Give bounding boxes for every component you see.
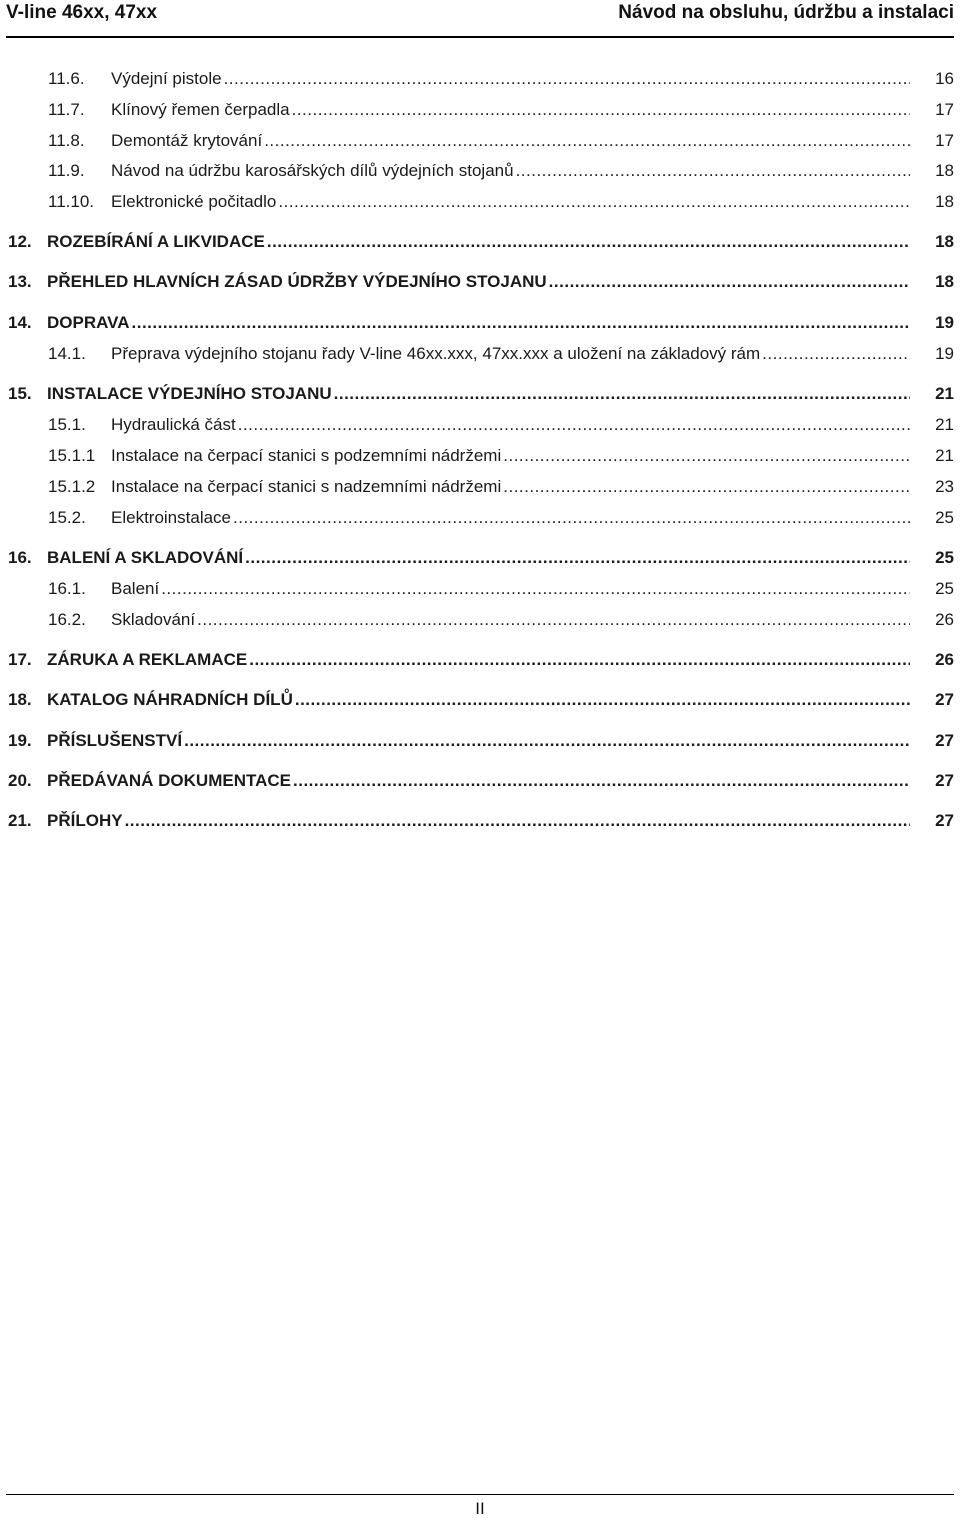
toc-entry[interactable]	[0, 97, 960, 123]
toc-entry-page: 25	[935, 548, 954, 567]
toc-entry-leader	[111, 505, 910, 531]
toc-entry-page: 18	[935, 232, 954, 251]
toc-entry-title: PŘEHLED HLAVNÍCH ZÁSAD ÚDRŽBY VÝDEJNÍHO STOJANU	[47, 269, 549, 295]
toc-entry-leader	[111, 189, 910, 215]
toc-entry-page: 18	[935, 272, 954, 291]
toc-entry-leader	[111, 412, 910, 438]
toc-entry-number: 16.1.	[48, 579, 86, 598]
toc-entry-page: 27	[935, 690, 954, 709]
toc-entry-number: 14.	[8, 313, 32, 332]
dot-leader	[132, 310, 911, 336]
toc-entry-leader	[47, 381, 910, 407]
toc-entry-title: Instalace na čerpací stanici s nadzemními nádržemi	[111, 474, 503, 500]
dot-leader	[197, 607, 910, 633]
toc-entry[interactable]	[0, 607, 960, 633]
dot-leader	[267, 229, 910, 255]
toc-entry-title: Demontáž krytování	[111, 128, 264, 154]
dot-leader	[762, 341, 910, 367]
dot-leader	[184, 728, 910, 754]
toc-entry-page: 25	[935, 579, 954, 598]
dot-leader	[264, 128, 910, 154]
dot-leader	[295, 687, 910, 713]
toc-entry-page: 17	[935, 100, 954, 119]
toc-entry-leader	[111, 576, 910, 602]
dot-leader	[293, 768, 910, 794]
toc-entry-leader	[47, 545, 910, 571]
toc-entry-number: 11.6.	[48, 69, 85, 88]
toc-entry[interactable]	[0, 229, 960, 255]
toc-entry-leader	[47, 808, 910, 834]
toc-entry-leader	[111, 341, 910, 367]
toc-entry-title: PŘÍSLUŠENSTVÍ	[47, 728, 184, 754]
toc-entry-page: 27	[935, 731, 954, 750]
toc-entry-page: 27	[935, 811, 954, 830]
toc-entry-page: 21	[935, 415, 954, 434]
toc-entry-page: 26	[935, 610, 954, 629]
toc-entry[interactable]	[0, 687, 960, 713]
toc-entry-number: 18.	[8, 690, 32, 709]
toc-entry-number: 12.	[8, 232, 32, 251]
toc-entry-title: PŘEDÁVANÁ DOKUMENTACE	[47, 768, 293, 794]
toc-entry-leader	[47, 310, 910, 336]
toc-entry[interactable]	[0, 728, 960, 754]
page-header	[6, 0, 954, 38]
toc-entry-number: 16.2.	[48, 610, 86, 629]
page-number: II	[475, 1499, 485, 1518]
toc-entry[interactable]	[0, 66, 960, 92]
toc-entry-page: 16	[935, 69, 954, 88]
toc-entry-number: 14.1.	[48, 344, 86, 363]
dot-leader	[549, 269, 910, 295]
toc-entry-title: Elektroinstalace	[111, 505, 233, 531]
toc-entry[interactable]	[0, 647, 960, 673]
toc-entry-number: 15.1.2	[48, 477, 96, 496]
toc-entry[interactable]	[0, 505, 960, 531]
toc-entry-leader	[111, 97, 910, 123]
toc-entry-title: Návod na údržbu karosářských dílů výdejních stojanů	[111, 158, 516, 184]
toc-entry[interactable]	[0, 808, 960, 834]
toc-entry-number: 15.	[8, 384, 32, 403]
toc-entry-number: 11.10.	[48, 192, 95, 211]
toc-entry-page: 21	[935, 446, 954, 465]
toc-entry-number: 19.	[8, 731, 32, 750]
dot-leader	[334, 381, 910, 407]
toc-entry-leader	[111, 158, 910, 184]
toc-entry[interactable]	[0, 412, 960, 438]
toc-entry[interactable]	[0, 474, 960, 500]
toc-entry-page: 21	[935, 384, 954, 403]
toc-entry-page: 18	[935, 161, 954, 180]
toc-entry-title: ZÁRUKA A REKLAMACE	[47, 647, 249, 673]
dot-leader	[238, 412, 910, 438]
toc-entry-leader	[111, 474, 910, 500]
toc-entry-page: 19	[935, 344, 954, 363]
toc-entry-page: 27	[935, 771, 954, 790]
toc-entry-leader	[47, 647, 910, 673]
toc-entry[interactable]	[0, 768, 960, 794]
toc-entry[interactable]	[0, 381, 960, 407]
dot-leader	[224, 66, 910, 92]
toc-entry-title: Balení	[111, 576, 161, 602]
toc-entry-leader	[47, 768, 910, 794]
dot-leader	[503, 474, 910, 500]
toc-entry-number: 17.	[8, 650, 32, 669]
toc-entry[interactable]	[0, 269, 960, 295]
toc-entry-page: 18	[935, 192, 954, 211]
dot-leader	[503, 443, 910, 469]
toc-entry-page: 25	[935, 508, 954, 527]
dot-leader	[125, 808, 910, 834]
toc-entry-leader	[111, 607, 910, 633]
toc-entry-number: 13.	[8, 272, 32, 291]
toc-entry[interactable]	[0, 128, 960, 154]
toc-entry[interactable]	[0, 576, 960, 602]
toc-entry-title: DOPRAVA	[47, 310, 132, 336]
toc-entry-leader	[47, 269, 910, 295]
toc-entry-title: INSTALACE VÝDEJNÍHO STOJANU	[47, 381, 334, 407]
dot-leader	[278, 189, 910, 215]
toc-entry[interactable]	[0, 443, 960, 469]
document-subtitle: Návod na obsluhu, údržbu a instalaci	[618, 2, 954, 23]
toc-entry-title: ROZEBÍRÁNÍ A LIKVIDACE	[47, 229, 267, 255]
toc-entry-leader	[111, 443, 910, 469]
dot-leader	[249, 647, 910, 673]
toc-entry-number: 20.	[8, 771, 32, 790]
toc-entry[interactable]	[0, 189, 960, 215]
toc-entry[interactable]	[0, 310, 960, 336]
toc-entry[interactable]	[0, 545, 960, 571]
toc-entry-leader	[111, 66, 910, 92]
toc-entry[interactable]	[0, 158, 960, 184]
toc-entry-number: 15.1.	[48, 415, 86, 434]
toc-entry-number: 15.2.	[48, 508, 86, 527]
dot-leader	[516, 158, 910, 184]
toc-entry-title: Elektronické počitadlo	[111, 189, 278, 215]
toc-entry-title: Skladování	[111, 607, 197, 633]
toc-entry-number: 16.	[8, 548, 32, 567]
dot-leader	[245, 545, 910, 571]
toc-entry-page: 23	[935, 477, 954, 496]
toc-entry-number: 11.9.	[48, 161, 85, 180]
toc-entry-title: PŘÍLOHY	[47, 808, 125, 834]
toc-entry-page: 19	[935, 313, 954, 332]
document-title: V-line 46xx, 47xx	[6, 2, 158, 23]
toc-entry-leader	[47, 728, 910, 754]
toc-entry-number: 11.7.	[48, 100, 85, 119]
dot-leader	[161, 576, 910, 602]
toc-entry-title: Klínový řemen čerpadla	[111, 97, 292, 123]
dot-leader	[233, 505, 910, 531]
toc-entry-title: Instalace na čerpací stanici s podzemními nádržemi	[111, 443, 503, 469]
toc-entry-title: KATALOG NÁHRADNÍCH DÍLŮ	[47, 687, 295, 713]
toc-entry-title: Hydraulická část	[111, 412, 238, 438]
toc-entry[interactable]	[0, 341, 960, 367]
toc-entry-title: Přeprava výdejního stojanu řady V-line 46xx.xxx, 47xx.xxx a uložení na základový rám	[111, 341, 762, 367]
toc-entry-number: 21.	[8, 811, 32, 830]
toc-entry-leader	[47, 687, 910, 713]
toc-entry-number: 15.1.1	[48, 446, 96, 465]
toc-entry-page: 17	[935, 131, 954, 150]
toc-entry-title: BALENÍ A SKLADOVÁNÍ	[47, 545, 245, 571]
toc-entry-page: 26	[935, 650, 954, 669]
toc-entry-title: Výdejní pistole	[111, 66, 224, 92]
page-footer	[6, 1494, 954, 1519]
toc-entry-leader	[111, 128, 910, 154]
toc-entry-leader	[47, 229, 910, 255]
dot-leader	[292, 97, 910, 123]
toc-entry-number: 11.8.	[48, 131, 85, 150]
